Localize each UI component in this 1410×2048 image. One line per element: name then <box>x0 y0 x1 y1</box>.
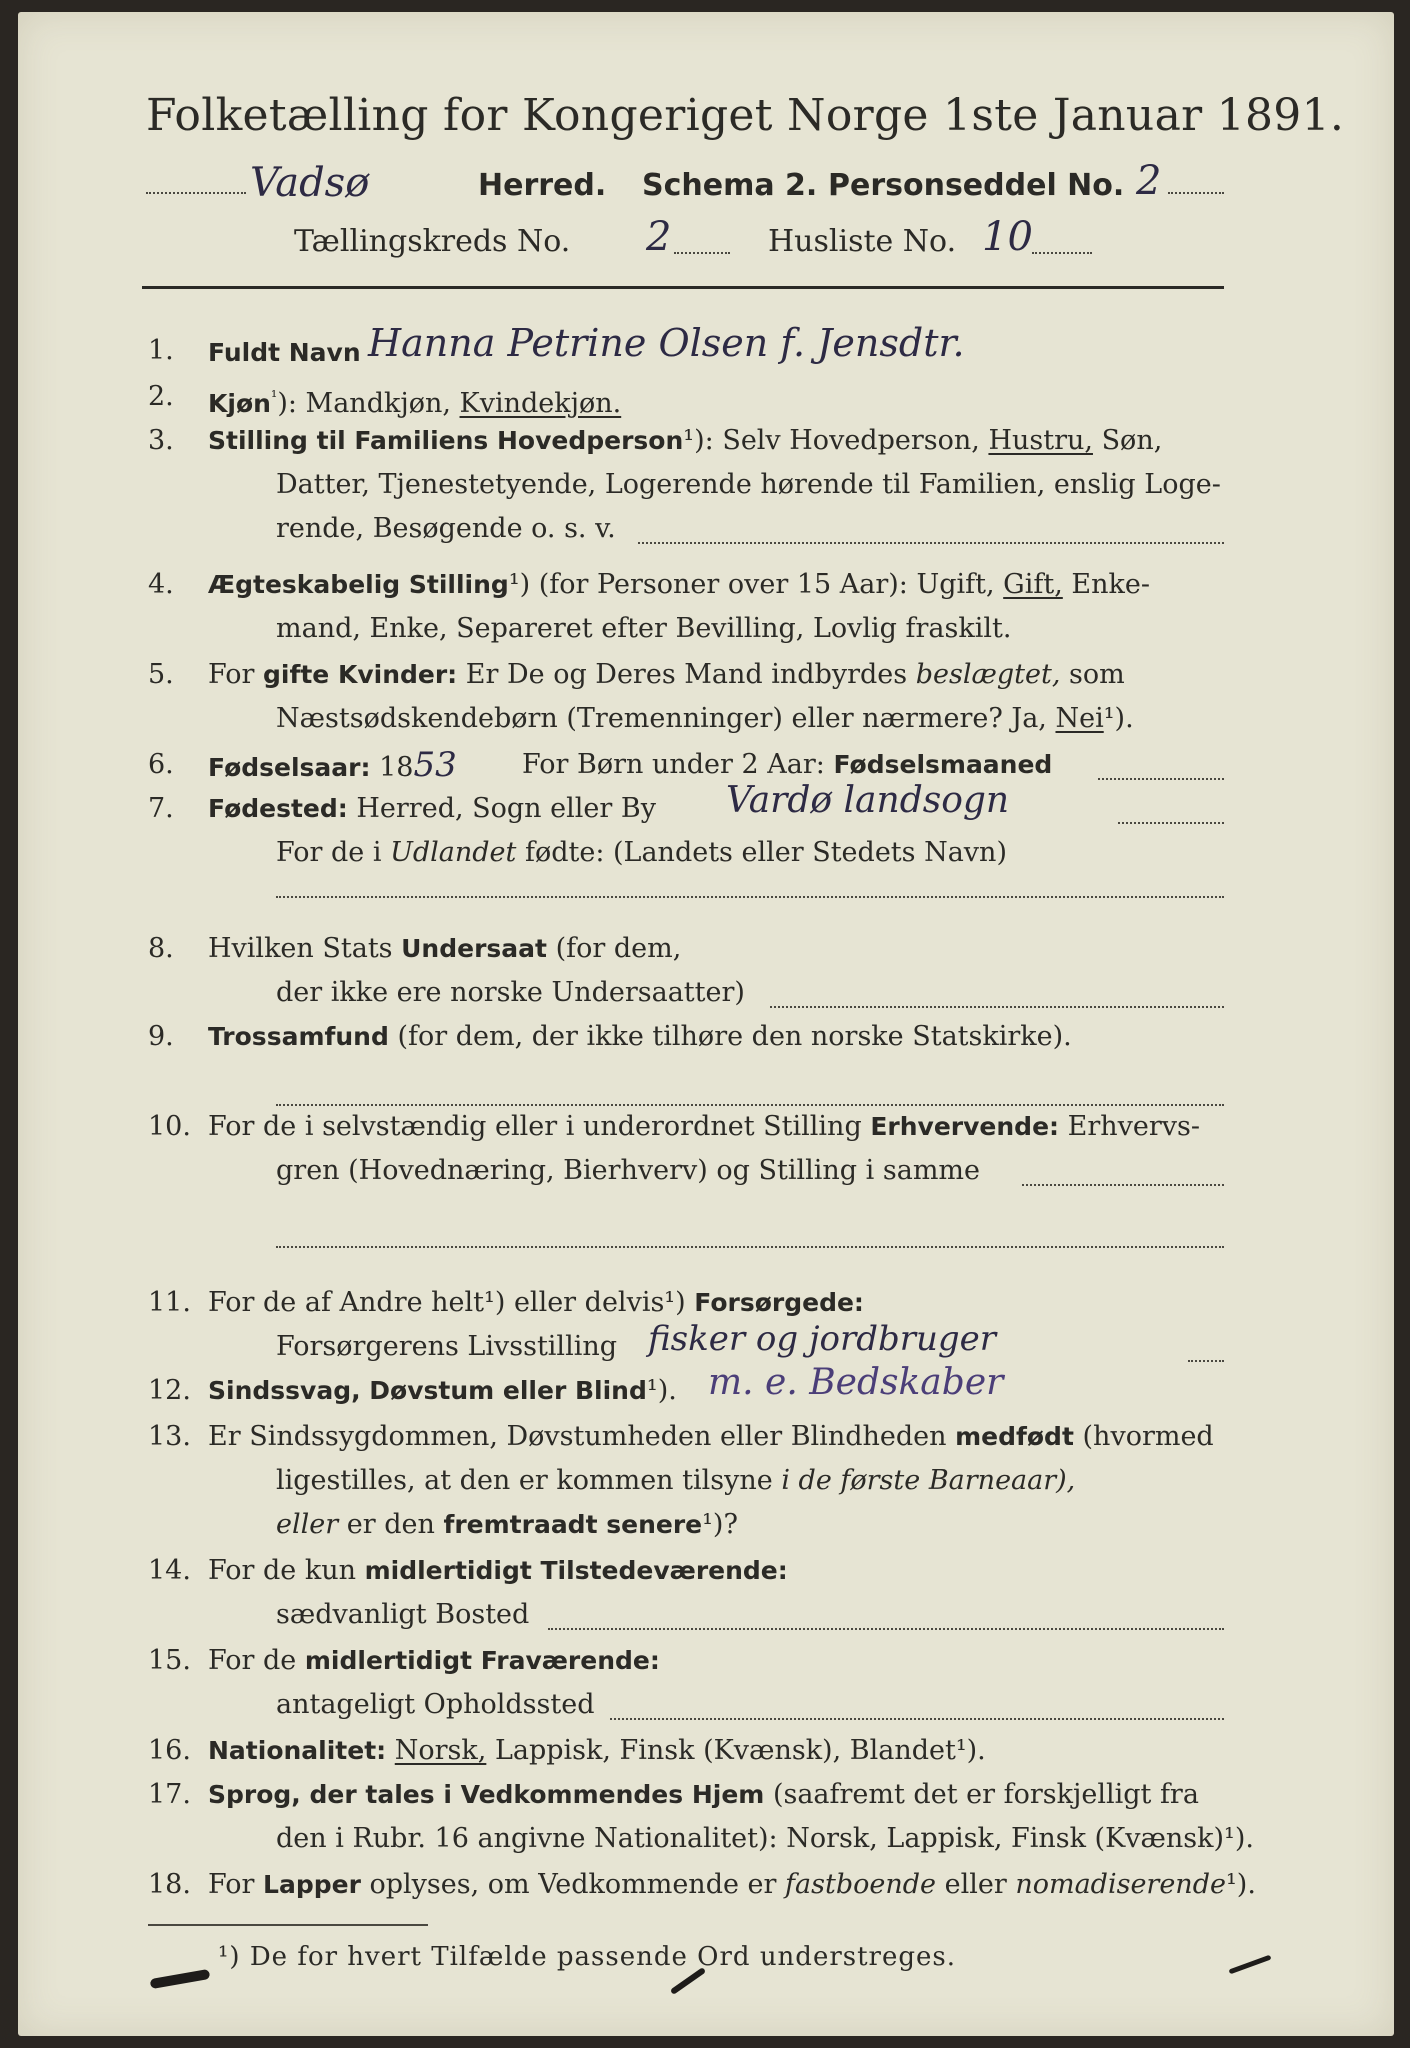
fill-line <box>674 252 730 254</box>
fill-line <box>1098 778 1224 780</box>
husliste-number-handwritten: 10 <box>982 214 1033 260</box>
fill-line <box>1032 252 1092 254</box>
q4-selected-option: Gift, <box>1003 569 1063 600</box>
census-form-sheet: Folketælling for Kongeriget Norge 1ste Januar 1891. Vadsø Herred. Schema 2. Personseddel No. 2 Tællingskreds No. 2 Husliste No. 10 1. Fuldt Navn Hanna Petrine Olsen f. Jensdtr. 2. Kjøn$^{^1}$): Mandkjøn, Kvindekjøn. 3. Stilling til Familiens Hovedperson¹): Selv Hovedperson, Hustru, Søn, Datter, Tjenestetyende, Logerende hørende til Familien, enslig Loge- rende, Besøgende o. s. v. 4. Ægteskabelig Stilling¹) (for Personer over 15 Aar): Ugift, Gift, Enke- mand, Enke, Separeret efter Bevilling, Lovlig fraskilt. 5. For gifte Kvinder: Er De og Deres Mand indbyrdes beslægtet, som Næstsødskendebørn (Tremenninger) eller nærmere? Ja, Nei¹). 6. Fødselsaar: 1853 For Børn under 2 Aar: Fødselsmaaned 7. Fødested: Herred, Sogn eller By Vardø landsogn For de i Udlandet fødte: (Landets eller Stedets Navn) 8. Hvilken Stats Undersaat (for dem, der ikke ere norske Undersaatter) 9. Trossamfund (for dem, der ikke tilhøre den norske Statskirke). 10. For de i selvstændig eller i underordnet Stilling Erhvervende: Erhvervs- gren (Hovednæring, Bierhverv) og Stilling i samme 11. For de af Andre helt¹) eller delvis¹) Forsørgede: Forsørgerens Livsstilling fisker og jordbruger 12. Sindssvag, Døvstum eller Blind¹). m. e. Bedskaber 13. Er Sindssygdommen, Døvstumheden eller Blindheden medfødt (hvormed ligestilles, at den er kommen tilsyne i de første Barneaar), eller er den fremtraadt senere¹)? 14. For de kun midlertidigt Tilstedeværende: sædvanligt Bosted 15. For de midlertidigt Fraværende: antageligt Opholdssted 16. Nationalitet: Norsk, Lappisk, Finsk (Kvænsk), Blandet¹). 17. Sprog, der tales i Vedkommendes Hjem (saafremt det er forskjelligt fra den i Rubr. 16 angivne Nationalitet): Norsk, Lappisk, Finsk (Kvænsk)¹). 18. For Lapper oplyses, om Vedkommende er fastboende eller nomadiserende¹). ¹) De for hvert Tilfælde passende Ord understreges. <box>18 12 1394 2036</box>
herred-label: Herred. <box>478 168 607 203</box>
form-title: Folketælling for Kongeriget Norge 1ste Januar 1891. <box>146 90 1345 141</box>
fill-line <box>146 192 246 194</box>
q5-selected-option: Nei <box>1055 703 1104 734</box>
fill-line <box>1022 1184 1224 1186</box>
fill-line <box>276 1104 1224 1106</box>
header-rule <box>142 286 1224 289</box>
ink-smudge <box>150 1969 211 1989</box>
q3-selected-option: Hustru, <box>988 425 1093 456</box>
fill-line <box>276 1246 1224 1248</box>
fill-line <box>638 542 1224 544</box>
q2-selected-option: Kvindekjøn. <box>459 388 622 419</box>
fill-line <box>610 1718 1224 1720</box>
q6-birth-year-handwritten: 53 <box>413 745 457 785</box>
fill-line <box>548 1628 1224 1630</box>
fill-line <box>1188 1360 1224 1362</box>
husliste-label: Husliste No. <box>768 224 957 259</box>
q1-label: Fuldt Navn <box>208 338 361 367</box>
q11-provider-occupation-handwritten: fisker og jordbruger <box>648 1319 997 1359</box>
personseddel-label: Personseddel No. <box>828 168 1125 203</box>
municipality-handwritten: Vadsø <box>250 160 370 206</box>
fill-line <box>1168 192 1224 194</box>
taellingskreds-label: Tællingskreds No. <box>294 224 571 259</box>
fill-line <box>276 896 1224 898</box>
fill-line <box>770 1006 1224 1008</box>
fill-line <box>1118 822 1224 824</box>
footnote: ¹) De for hvert Tilfælde passende Ord understreges. <box>218 1942 957 1972</box>
ink-smudge <box>1228 1955 1271 1975</box>
schema-label: Schema 2. <box>642 168 818 203</box>
personseddel-number-handwritten: 2 <box>1136 158 1162 204</box>
q7-birthplace-handwritten: Vardø landsogn <box>726 780 1010 821</box>
q16-selected-option: Norsk, <box>394 1735 487 1766</box>
q12-condition-handwritten: m. e. Bedskaber <box>708 1362 1004 1403</box>
q1-name-handwritten: Hanna Petrine Olsen f. Jensdtr. <box>368 321 965 365</box>
footnote-rule <box>148 1924 428 1926</box>
taellingskreds-number-handwritten: 2 <box>646 214 672 260</box>
